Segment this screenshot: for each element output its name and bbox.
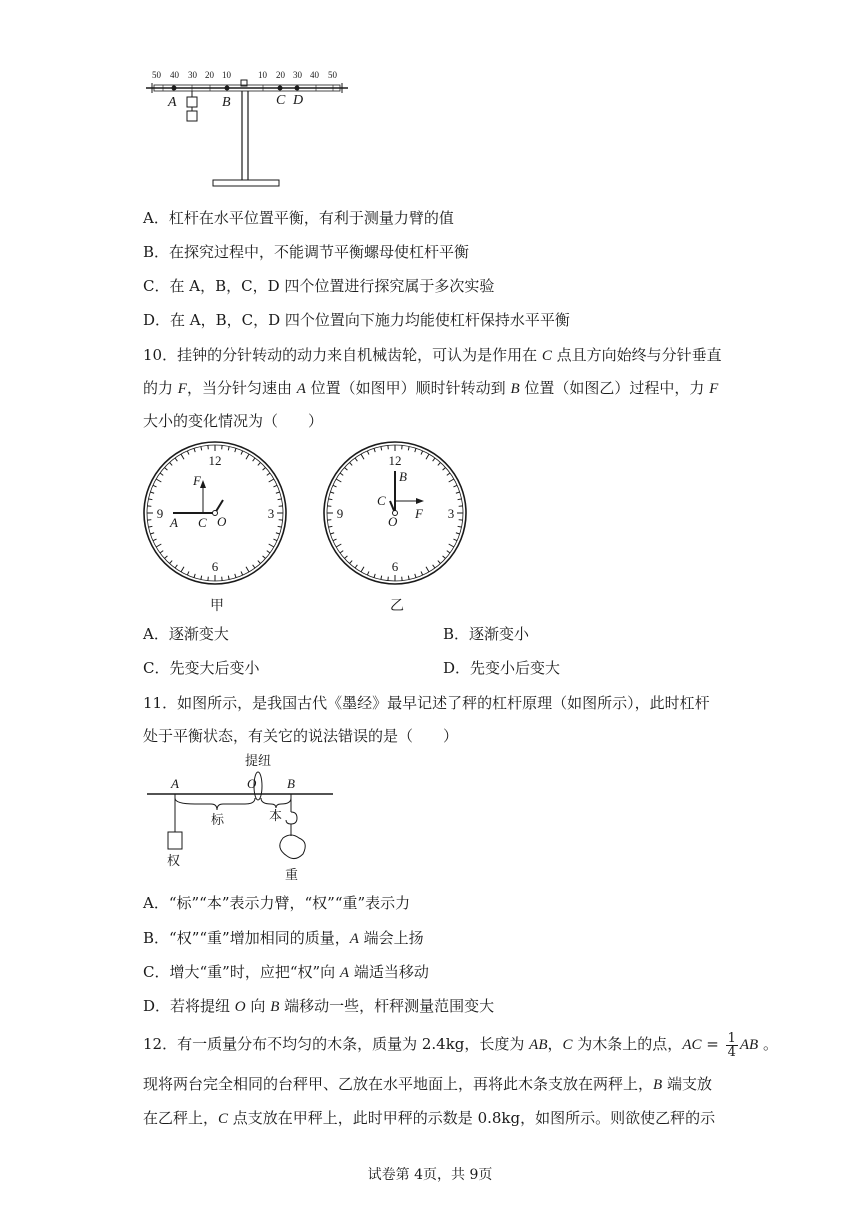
- steelyard-quan: 权: [167, 853, 181, 868]
- clock-left-9: 9: [156, 506, 164, 521]
- clock-left: [144, 442, 286, 584]
- clocks-figure: [140, 440, 480, 618]
- clock-left-a: A: [170, 515, 178, 530]
- q10-option-a: A．逐渐变大: [143, 625, 229, 643]
- scale-right-30: 30: [293, 70, 302, 80]
- label-d: D: [293, 93, 304, 108]
- clock-right-o: O: [388, 514, 398, 529]
- q11-option-c: C．增大“重”时，应把“权”向 A 端适当移动: [143, 963, 429, 981]
- q9-option-b: B．在探究过程中，不能调节平衡螺母使杠杆平衡: [143, 243, 470, 261]
- q9-option-c: C．在 A，B，C，D 四个位置进行探究属于多次实验: [143, 277, 495, 295]
- q12-line-1: 12．有一质量分布不均匀的木条，质量为 2.4kg，长度为 AB，C 为木条上的点，AC = $\frac{1}{4}$ AB 。: [143, 1030, 778, 1060]
- clock-right-12: 12: [388, 453, 402, 468]
- scale-right-10: 10: [258, 70, 267, 80]
- steelyard-ben: 本: [269, 808, 283, 823]
- clock-left-6: 6: [211, 559, 219, 574]
- q9-option-d: D．在 A，B，C，D 四个位置向下施力均能使杠杆保持水平平衡: [143, 311, 570, 329]
- clock-left-c: C: [198, 515, 207, 530]
- q10-line-1: 10．挂钟的分针转动的动力来自机械齿轮，可认为是作用在 C 点且方向始终与分针垂直: [143, 346, 722, 364]
- page-footer: 试卷第 4页，共 9页: [367, 1167, 493, 1183]
- clock-right-c: C: [377, 493, 386, 508]
- clock-left-3: 3: [267, 506, 275, 521]
- q12-line-3: 在乙秤上，C 点支放在甲秤上，此时甲秤的示数是 0.8kg，如图所示。则欲使乙秤的示: [143, 1109, 716, 1127]
- steelyard-a: A: [171, 776, 179, 791]
- clock-left-caption: 甲: [210, 599, 224, 614]
- clock-right-3: 3: [447, 506, 455, 521]
- scale-left-40: 40: [170, 70, 179, 80]
- scale-left-10: 10: [222, 70, 231, 80]
- steelyard-tizu: 提纽: [245, 753, 272, 768]
- clock-right: [324, 442, 466, 584]
- q11-option-a: A．“标”“本”表示力臂，“权”“重”表示力: [143, 894, 411, 912]
- lever-figure: [140, 68, 355, 193]
- label-c: C: [276, 93, 286, 108]
- label-a: A: [168, 95, 177, 110]
- q10-option-b: B．逐渐变小: [443, 625, 530, 643]
- steelyard-zhong: 重: [285, 867, 299, 882]
- q11-option-b: B．“权”“重”增加相同的质量，A 端会上扬: [143, 929, 424, 947]
- clock-right-b: B: [399, 469, 407, 484]
- clock-left-o: O: [217, 514, 227, 529]
- q10-line-3: 大小的变化情况为（ ）: [143, 412, 324, 430]
- fraction-one-quarter: $\frac{1}{4}$: [727, 1030, 736, 1060]
- q10-option-c: C．先变大后变小: [143, 659, 260, 677]
- scale-left-30: 30: [188, 70, 197, 80]
- clock-right-6: 6: [391, 559, 399, 574]
- scale-left-50: 50: [152, 70, 161, 80]
- q11-line-1: 11．如图所示，是我国古代《墨经》最早记述了秤的杠杆原理（如图所示），此时杠杆: [143, 694, 710, 712]
- scale-right-40: 40: [310, 70, 319, 80]
- q10-option-d: D．先变小后变大: [443, 659, 561, 677]
- scale-left-20: 20: [205, 70, 214, 80]
- clock-right-f: F: [415, 506, 423, 521]
- q12-line-2: 现将两台完全相同的台秤甲、乙放在水平地面上，再将此木条支放在两秤上，B 端支放: [143, 1075, 712, 1093]
- q10-line-2: 的力 F，当分针匀速由 A 位置（如图甲）顺时针转动到 B 位置（如图乙）过程中，力 F: [143, 379, 719, 397]
- clock-left-12: 12: [208, 453, 222, 468]
- steelyard-b: B: [287, 776, 295, 791]
- steelyard-figure: [145, 752, 335, 886]
- scale-right-50: 50: [328, 70, 337, 80]
- clock-right-caption: 乙: [390, 599, 404, 614]
- label-b: B: [222, 95, 231, 110]
- q9-option-a: A．杠杆在水平位置平衡，有利于测量力臂的值: [143, 209, 454, 227]
- q11-line-2: 处于平衡状态，有关它的说法错误的是（ ）: [143, 727, 459, 745]
- clock-right-9: 9: [336, 506, 344, 521]
- steelyard-o: O: [247, 776, 257, 791]
- steelyard-biao: 标: [211, 812, 225, 827]
- scale-right-20: 20: [276, 70, 285, 80]
- clock-left-f: F: [193, 473, 201, 488]
- q11-option-d: D．若将提纽 O 向 B 端移动一些，杆秤测量范围变大: [143, 997, 495, 1015]
